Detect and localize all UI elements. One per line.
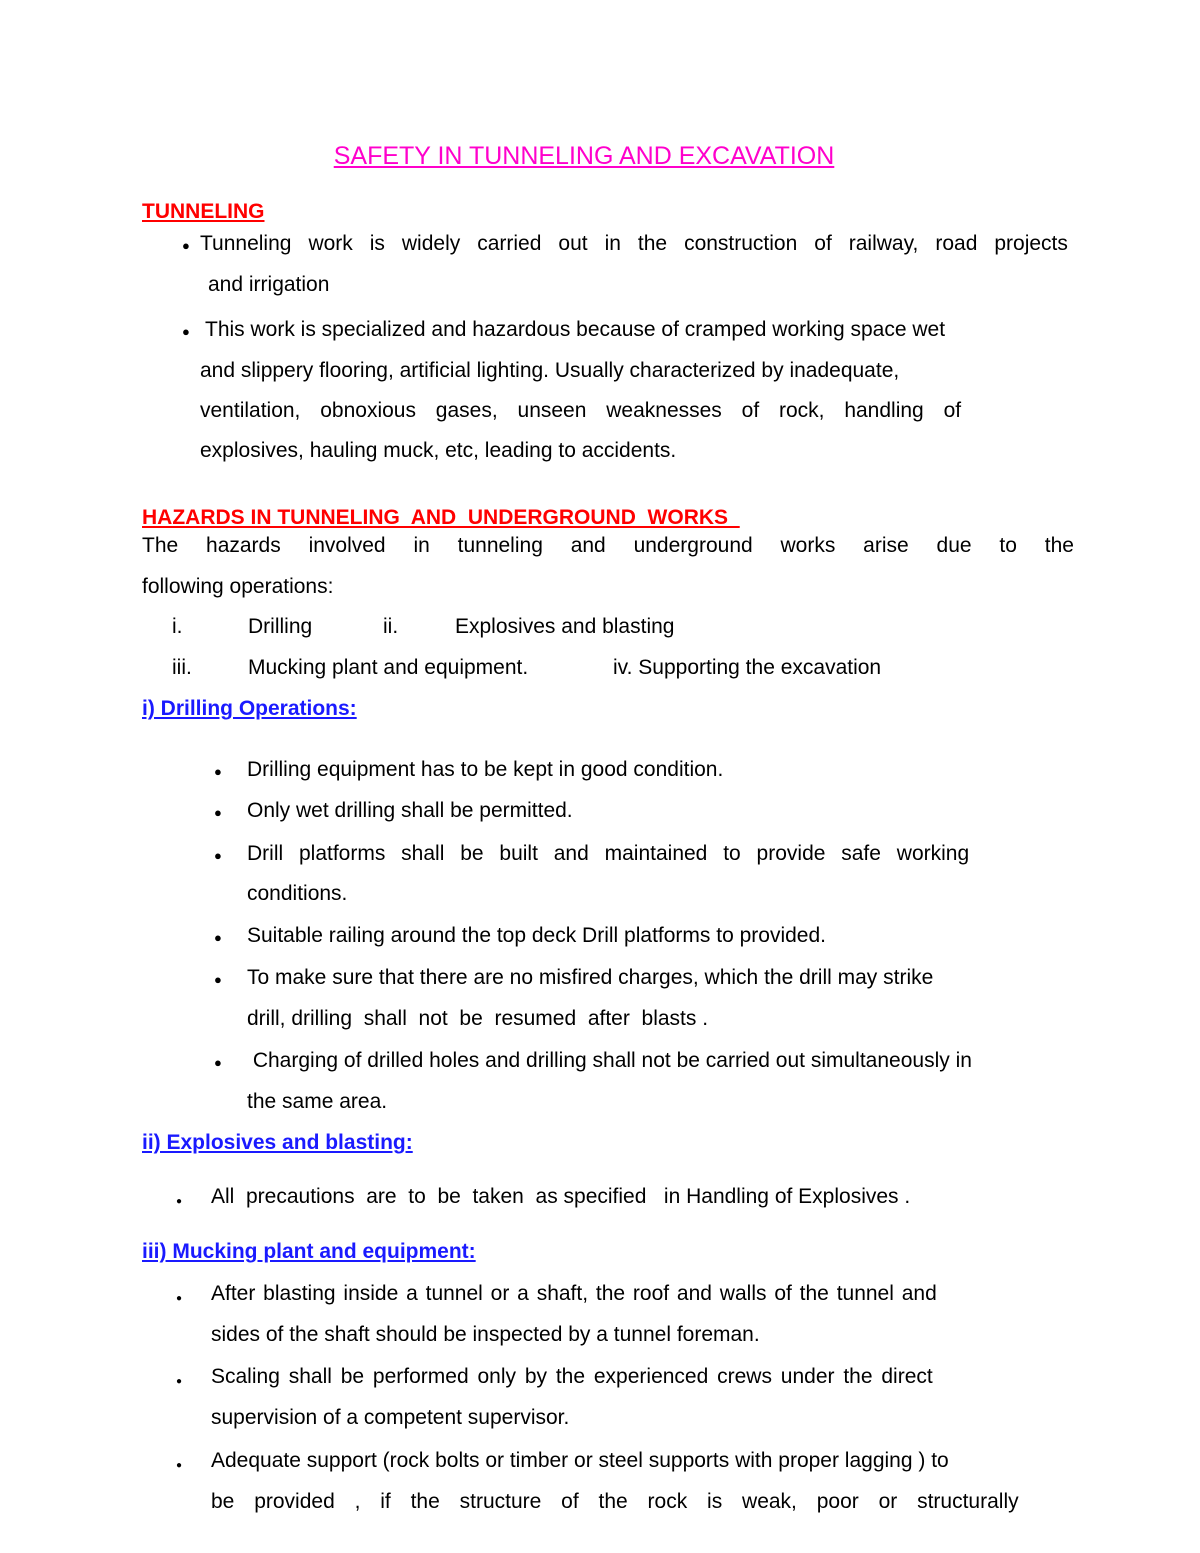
tunneling-bullet-2-line-1: This work is specialized and hazardous because of cramped working space wet xyxy=(205,318,946,341)
document-title: SAFETY IN TUNNELING AND EXCAVATION xyxy=(333,142,835,170)
bullet-icon xyxy=(214,841,222,869)
bullet-icon xyxy=(182,317,190,345)
operation-3-label: Mucking plant and equipment. xyxy=(248,656,529,679)
bullet-icon xyxy=(176,1185,182,1215)
mucking-bullet-1-line-2: sides of the shaft should be inspected by a tunnel foreman. xyxy=(211,1323,760,1346)
hazards-intro-line-1: The hazards involved in tunneling and underground works arise due to the xyxy=(142,534,1074,557)
operation-1-number: i. xyxy=(172,615,183,638)
mucking-bullet-2-line-2: supervision of a competent supervisor. xyxy=(211,1406,570,1429)
tunneling-bullet-1-line-1: Tunneling work is widely carried out in the construction of railway, road projects xyxy=(200,232,1068,255)
drilling-bullet-3-line-2: conditions. xyxy=(247,882,348,905)
tunneling-bullet-2-line-3: ventilation, obnoxious gases, unseen weaknesses of rock, handling of xyxy=(200,399,962,422)
tunneling-bullet-1-line-2: and irrigation xyxy=(208,273,330,296)
drilling-bullet-6-line-2: the same area. xyxy=(247,1090,388,1113)
drilling-heading: i) Drilling Operations: xyxy=(142,697,357,720)
operation-3-number: iii. xyxy=(172,656,192,679)
drilling-bullet-2: Only wet drilling shall be permitted. xyxy=(247,799,573,822)
bullet-icon xyxy=(176,1282,182,1312)
bullet-icon xyxy=(214,923,222,951)
tunneling-bullet-2-line-4: explosives, hauling muck, etc, leading to accidents. xyxy=(200,439,677,462)
mucking-bullet-3-line-1: Adequate support (rock bolts or timber or steel supports with proper lagging ) to xyxy=(211,1449,949,1472)
explosives-heading: ii) Explosives and blasting: xyxy=(142,1131,413,1154)
drilling-bullet-5-line-1: To make sure that there are no misfired charges, which the drill may strike xyxy=(247,966,934,989)
hazards-heading: HAZARDS IN TUNNELING AND UNDERGROUND WORKS xyxy=(142,506,740,529)
bullet-icon xyxy=(214,757,222,785)
bullet-icon xyxy=(182,231,190,259)
bullet-icon xyxy=(214,1048,222,1076)
bullet-icon xyxy=(176,1449,182,1479)
explosives-bullet-1: All precautions are to be taken as specified in Handling of Explosives . xyxy=(211,1185,911,1208)
bullet-icon xyxy=(176,1365,182,1395)
drilling-bullet-3-line-1: Drill platforms shall be built and maintained to provide safe working xyxy=(247,842,970,865)
hazards-intro-line-2: following operations: xyxy=(142,575,334,598)
mucking-heading: iii) Mucking plant and equipment: xyxy=(142,1240,476,1263)
bullet-icon xyxy=(214,798,222,826)
operation-4-label: iv. Supporting the excavation xyxy=(613,656,882,679)
mucking-bullet-3-line-2: be provided , if the structure of the rock is weak, poor or structurally xyxy=(211,1490,1019,1513)
mucking-bullet-1-line-1: After blasting inside a tunnel or a shaft, the roof and walls of the tunnel and xyxy=(211,1282,937,1305)
drilling-bullet-6-line-1: Charging of drilled holes and drilling shall not be carried out simultaneously in xyxy=(247,1049,972,1072)
tunneling-heading: TUNNELING xyxy=(142,200,265,223)
drilling-bullet-1: Drilling equipment has to be kept in good condition. xyxy=(247,758,724,781)
operation-2-label: Explosives and blasting xyxy=(455,615,675,638)
drilling-bullet-4: Suitable railing around the top deck Drill platforms to provided. xyxy=(247,924,826,947)
tunneling-bullet-2-line-2: and slippery flooring, artificial lighting. Usually characterized by inadequate, xyxy=(200,359,900,382)
mucking-bullet-2-line-1: Scaling shall be performed only by the experienced crews under the direct xyxy=(211,1365,933,1388)
bullet-icon xyxy=(214,965,222,993)
operation-2-number: ii. xyxy=(383,615,399,638)
operation-1-label: Drilling xyxy=(248,615,313,638)
drilling-bullet-5-line-2: drill, drilling shall not be resumed after blasts . xyxy=(247,1007,709,1030)
